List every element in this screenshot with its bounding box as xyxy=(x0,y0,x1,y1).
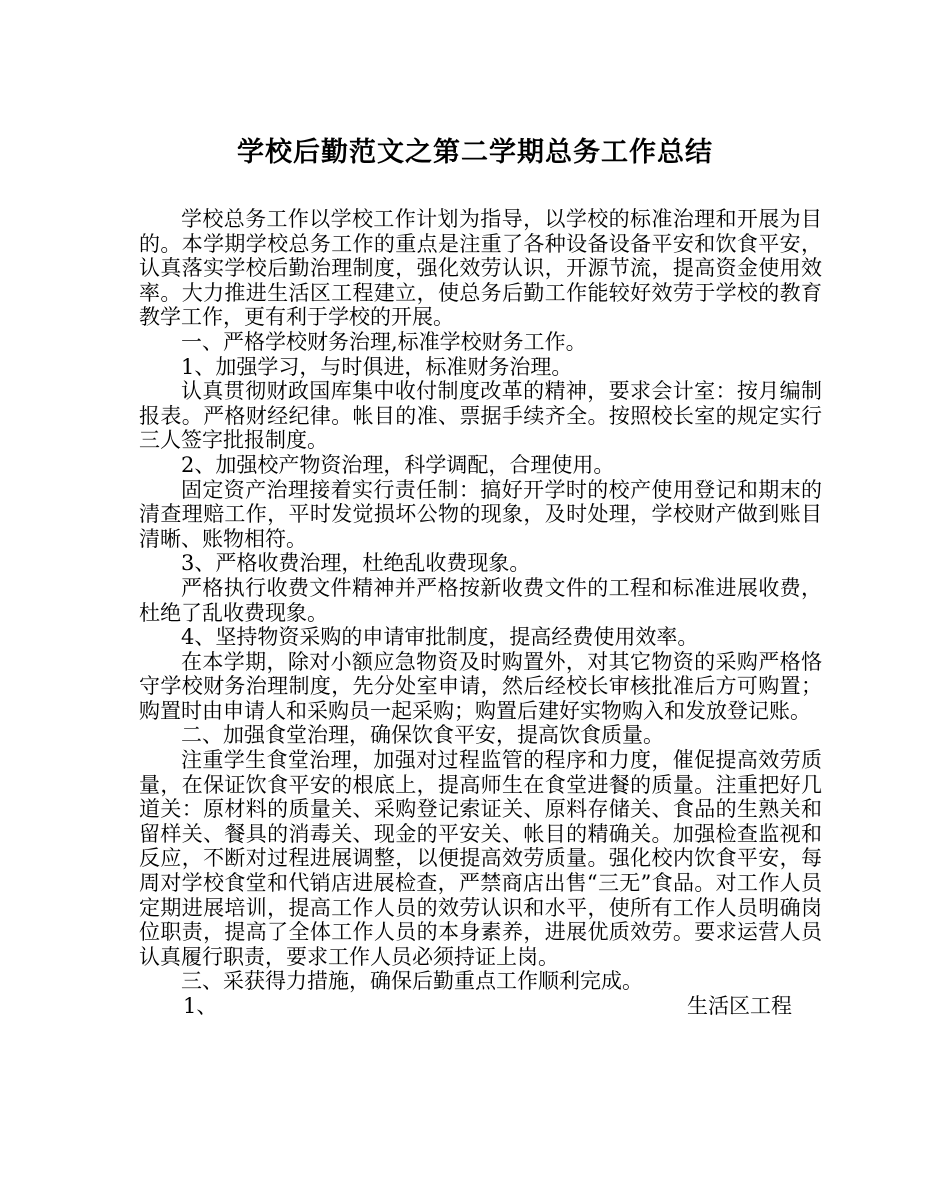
paragraph-1-4: 在本学期，除对小额应急物资及时购置外，对其它物资的采购严格恪守学校财务治理制度，先分处室申请，然后经校长审核批准后方可购置；购置时由申请人和采购员一起采购；购置后建好实物购入和发放登记账。 xyxy=(139,649,822,723)
paragraph-1-1: 认真贯彻财政国库集中收付制度改革的精神，要求会计室：按月编制报表。严格财经纪律。帐目的准、票据手续齐全。按照校长室的规定实行三人签字批报制度。 xyxy=(139,379,822,453)
paragraph-2: 注重学生食堂治理，加强对过程监管的程序和力度，催促提高效劳质量，在保证饮食平安的根底上，提高师生在食堂进餐的质量。注重把好几道关：原材料的质量关、采购登记索证关、原料存储关、食品的生熟关和留样关、餐具的消毒关、现金的平安关、帐目的精确关。加强检查监视和反应，不断对过程进展调整，以便提高效劳质量。强化校内饮食平安，每周对学校食堂和代销店进展检查，严禁商店出售“三无”食品。对工作人员定期进展培训，提高工作人员的效劳认识和水平，使所有工作人员明确岗位职责，提高了全体工作人员的本身素养，进展优质效劳。要求运营人员认真履行职责，要求工作人员必须持证上岗。 xyxy=(139,748,822,969)
paragraph-1-3: 严格执行收费文件精神并严格按新收费文件的工程和标准进展收费，杜绝了乱收费现象。 xyxy=(139,575,822,625)
document-body xyxy=(139,207,822,1020)
section-heading-1: 一、严格学校财务治理,标准学校财务工作。 xyxy=(181,329,587,354)
paragraph-1-2: 固定资产治理接着实行责任制：搞好开学时的校产使用登记和期末的清查理赔工作，平时发觉损坏公物的现象，及时处理，学校财产做到账目清晰、账物相符。 xyxy=(139,477,822,551)
section-heading-3: 三、采获得力措施，确保后勤重点工作顺利完成。 xyxy=(181,969,643,994)
subheading-1-2: 2、加强校产物资治理，科学调配，合理使用。 xyxy=(181,452,615,477)
subheading-3-1 xyxy=(139,994,822,1020)
paragraph-intro: 学校总务工作以学校工作计划为指导，以学校的标准治理和开展为目的。本学期学校总务工作的重点是注重了各种设备设备平安和饮食平安，认真落实学校后勤治理制度，强化效劳认识，开源节流，提高资金使用效率。大力推进生活区工程建立，使总务后勤工作能较好效劳于学校的教育教学工作，更有利于学校的开展。 xyxy=(139,207,822,330)
section-heading-2: 二、加强食堂治理，确保饮食平安，提高饮食质量。 xyxy=(181,723,664,748)
subheading-3-1-text: 生活区工程 xyxy=(687,994,792,1018)
subheading-1-1: 1、加强学习，与时俱进，标准财务治理。 xyxy=(181,354,573,379)
subheading-3-1-number: 1、 xyxy=(183,994,218,1018)
subheading-1-3: 3、严格收费治理，杜绝乱收费现象。 xyxy=(181,551,531,576)
subheading-1-4: 4、坚持物资采购的申请审批制度，提高经费使用效率。 xyxy=(181,625,699,650)
document-title: 学校后勤范文之第二学期总务工作总结 xyxy=(237,137,713,168)
